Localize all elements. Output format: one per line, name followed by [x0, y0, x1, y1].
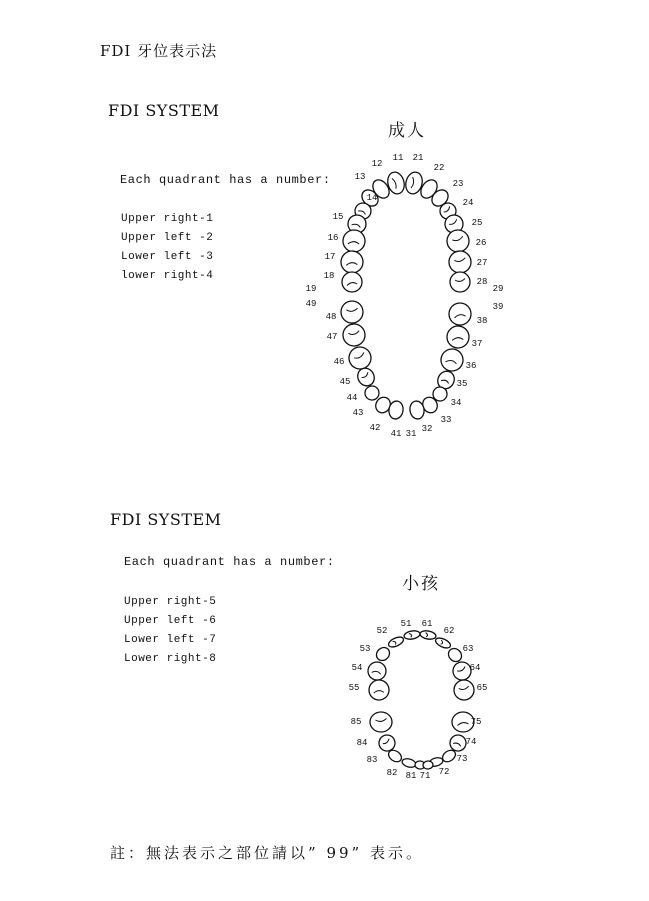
tooth-crown [374, 645, 392, 663]
tooth-number: 62 [443, 626, 455, 636]
tooth-number: 21 [412, 153, 424, 163]
tooth-number: 39 [492, 302, 504, 312]
quadrant-item: Lower left -7 [124, 634, 217, 646]
tooth-crown [450, 272, 470, 292]
tooth-crown [340, 250, 364, 274]
tooth-number: 11 [392, 153, 404, 163]
tooth-number: 26 [475, 238, 487, 248]
tooth-number: 43 [352, 408, 364, 418]
tooth-number: 54 [351, 663, 363, 673]
tooth-number: 49 [305, 299, 317, 309]
tooth-number: 28 [476, 277, 488, 287]
quadrant-item: Upper right-1 [121, 213, 214, 225]
footnote: 註：無法表示之部位請以” 99” 表示。 [110, 844, 424, 862]
tooth-crown [341, 301, 363, 323]
quadrant-item: Lower left -3 [121, 251, 214, 263]
child-intro: Each quadrant has a number: [124, 555, 335, 569]
tooth-crown [449, 303, 471, 325]
tooth-crown [438, 346, 466, 374]
tooth-number: 72 [438, 767, 450, 777]
tooth-crown [387, 635, 405, 649]
tooth-crown [401, 757, 417, 768]
tooth-number: 14 [366, 193, 378, 203]
quadrant-item: Upper right-5 [124, 596, 217, 608]
quadrant-item: Upper left -2 [121, 232, 214, 244]
tooth-number: 29 [492, 284, 504, 294]
tooth-number: 64 [469, 663, 481, 673]
tooth-number: 36 [465, 361, 477, 371]
adult-caption: 成人 [388, 121, 426, 141]
tooth-number: 46 [333, 357, 345, 367]
tooth-number: 37 [471, 339, 483, 349]
tooth-crown [342, 272, 362, 292]
quadrant-item: Lower right-8 [124, 653, 217, 665]
tooth-number: 44 [346, 393, 358, 403]
tooth-number: 74 [465, 737, 477, 747]
tooth-number: 12 [371, 159, 383, 169]
page-title: FDI 牙位表示法 [100, 42, 218, 60]
tooth-number: 35 [456, 379, 468, 389]
tooth-crown [434, 636, 452, 650]
tooth-number: 82 [386, 768, 398, 778]
tooth-number: 73 [456, 754, 468, 764]
tooth-number: 84 [356, 738, 368, 748]
tooth-number: 45 [339, 377, 351, 387]
adult-heading: FDI SYSTEM [108, 101, 220, 120]
tooth-crown [453, 679, 475, 701]
tooth-crown [446, 325, 470, 349]
tooth-number: 65 [476, 683, 488, 693]
tooth-crown [423, 761, 434, 770]
tooth-number: 24 [462, 198, 474, 208]
adult-intro: Each quadrant has a number: [120, 173, 331, 187]
child-dental-arch [365, 630, 474, 770]
tooth-crown [342, 323, 366, 347]
tooth-number: 31 [405, 429, 417, 439]
tooth-number: 23 [452, 179, 464, 189]
tooth-crown [370, 712, 392, 732]
tooth-number: 61 [421, 619, 433, 629]
tooth-number: 32 [421, 424, 433, 434]
tooth-number: 55 [348, 683, 360, 693]
tooth-crown [448, 250, 472, 274]
tooth-number: 13 [354, 172, 366, 182]
tooth-crown [341, 228, 366, 253]
tooth-number: 51 [400, 619, 412, 629]
tooth-number: 19 [305, 284, 317, 294]
child-caption: 小孩 [402, 574, 440, 594]
tooth-number: 63 [462, 644, 474, 654]
tooth-number: 17 [324, 252, 336, 262]
tooth-number: 18 [323, 271, 335, 281]
tooth-crown [403, 630, 420, 641]
tooth-number: 34 [450, 398, 462, 408]
tooth-number: 52 [376, 626, 388, 636]
tooth-crown [368, 679, 390, 701]
tooth-number: 83 [366, 755, 378, 765]
tooth-number: 16 [327, 233, 339, 243]
tooth-number: 75 [470, 717, 482, 727]
tooth-number: 47 [326, 332, 338, 342]
tooth-crown [346, 344, 374, 372]
quadrant-item: Upper left -6 [124, 615, 217, 627]
tooth-number: 85 [350, 717, 362, 727]
tooth-number: 27 [476, 258, 488, 268]
adult-tooth-numbers [306, 153, 504, 439]
tooth-number: 71 [419, 771, 431, 781]
tooth-number: 81 [405, 771, 417, 781]
tooth-crown [419, 630, 436, 641]
tooth-number: 41 [390, 429, 402, 439]
adult-dental-arch [340, 170, 472, 420]
tooth-number: 25 [471, 218, 483, 228]
tooth-number: 38 [476, 316, 488, 326]
child-heading: FDI SYSTEM [110, 510, 222, 529]
quadrant-item: lower right-4 [121, 270, 214, 282]
tooth-number: 42 [369, 423, 381, 433]
tooth-number: 22 [433, 163, 445, 173]
tooth-number: 33 [440, 415, 452, 425]
tooth-number: 48 [325, 312, 337, 322]
tooth-number: 15 [332, 212, 344, 222]
tooth-crown [365, 659, 388, 682]
tooth-number: 53 [359, 644, 371, 654]
